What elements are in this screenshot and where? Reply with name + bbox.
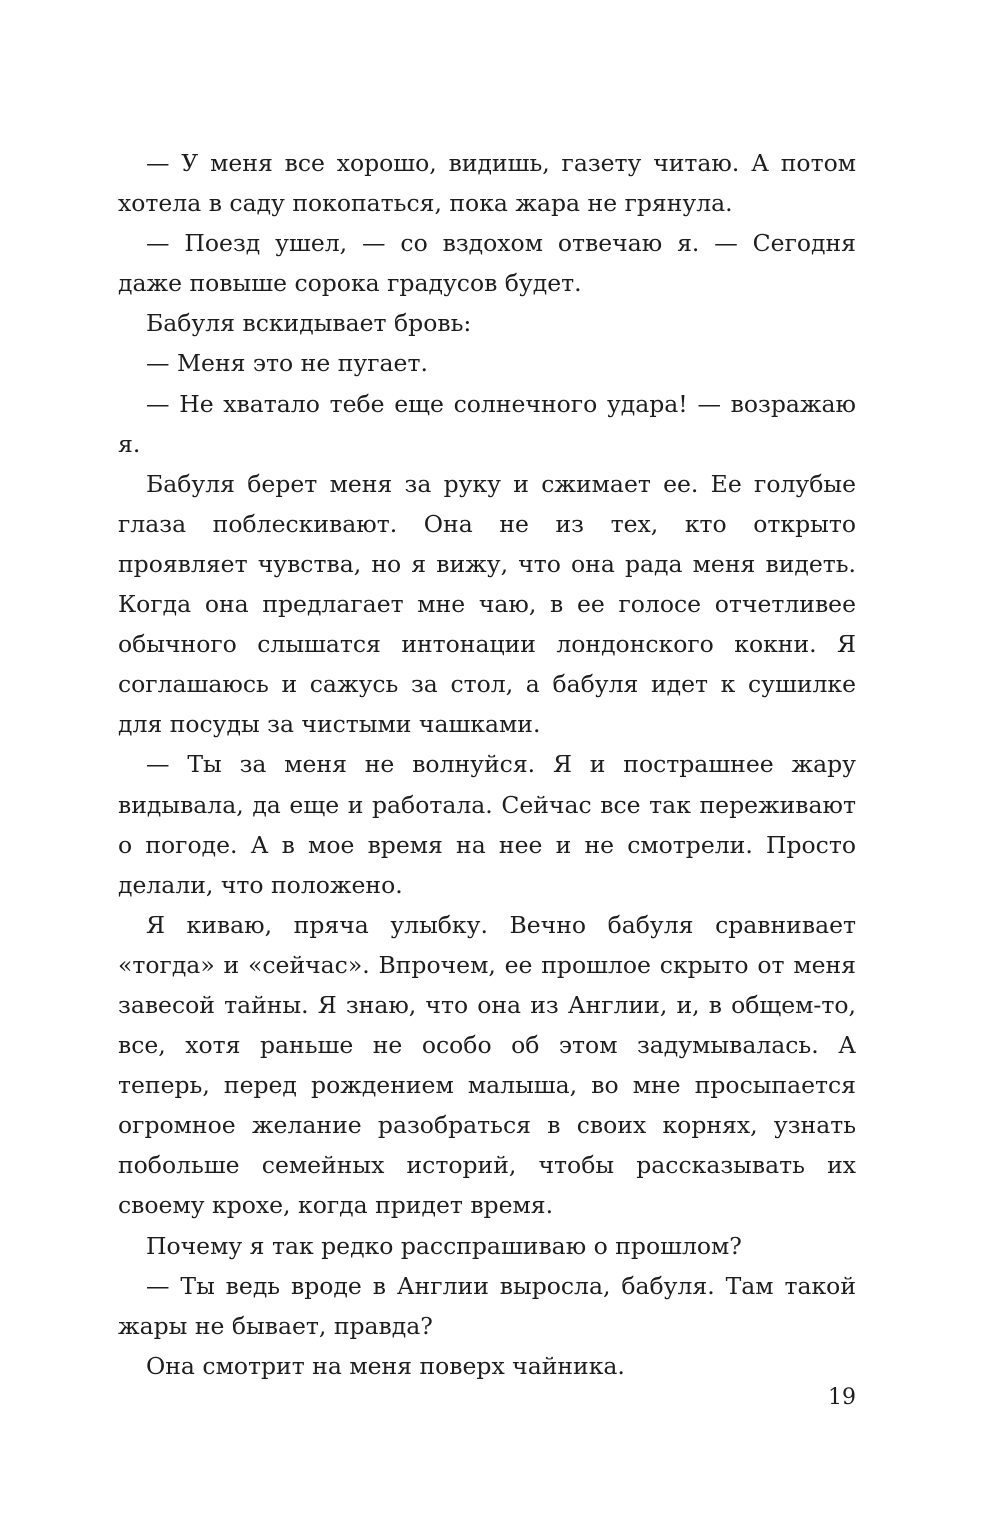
paragraph: Она смотрит на меня поверх чайника. bbox=[146, 1351, 625, 1380]
paragraph: Бабуля берет меня за руку и сжимает ее. Ее голубые глаза поблескивают. Она не из тех, кто открыто проявляет чувства, но я вижу, что она рада меня видеть. Когда она предлагает мне чаю, в ее голосе отчетливее обычного слышатся интонации лондонского кокни. Я соглашаюсь и сажусь за стол, а бабуля идет к сушилке для посуды за чистыми чашками. bbox=[118, 469, 856, 739]
paragraph: — Ты ведь вроде в Англии выросла, бабуля. Там такой жары не бывает, правда? bbox=[118, 1271, 856, 1340]
paragraph: — Ты за меня не волнуйся. Я и пострашнее жару видывала, да еще и работала. Сейчас все так переживают о погоде. А в мое время на нее и не смотрели. Просто делали, что положено. bbox=[118, 750, 856, 899]
paragraph: — Не хватало тебе еще солнечного удара! — возражаю я. bbox=[118, 389, 856, 458]
paragraph: — Поезд ушел, — со вздохом отвечаю я. — Сегодня даже повыше сорока градусов будет. bbox=[118, 229, 856, 298]
paragraph: — У меня все хорошо, видишь, газету читаю. А потом хотела в саду покопаться, пока жара не грянула. bbox=[118, 149, 856, 218]
paragraph: — Меня это не пугает. bbox=[146, 349, 428, 378]
body-text bbox=[118, 143, 856, 1386]
paragraph: Почему я так редко расспрашиваю о прошлом? bbox=[146, 1231, 742, 1260]
page-number: 19 bbox=[828, 1385, 856, 1410]
paragraph: Я киваю, пряча улыбку. Вечно бабуля сравнивает «тогда» и «сейчас». Впрочем, ее прошлое скрыто от меня завесой тайны. Я знаю, что она из Англии, и, в общем-то, все, хотя раньше не особо об этом задумывалась. А теперь, перед рождением малыша, во мне просыпается огромное желание разобраться в своих корнях, узнать побольше семейных историй, чтобы рассказывать их своему крохе, когда придет время. bbox=[118, 910, 856, 1220]
paragraph: Бабуля вскидывает бровь: bbox=[146, 309, 472, 338]
